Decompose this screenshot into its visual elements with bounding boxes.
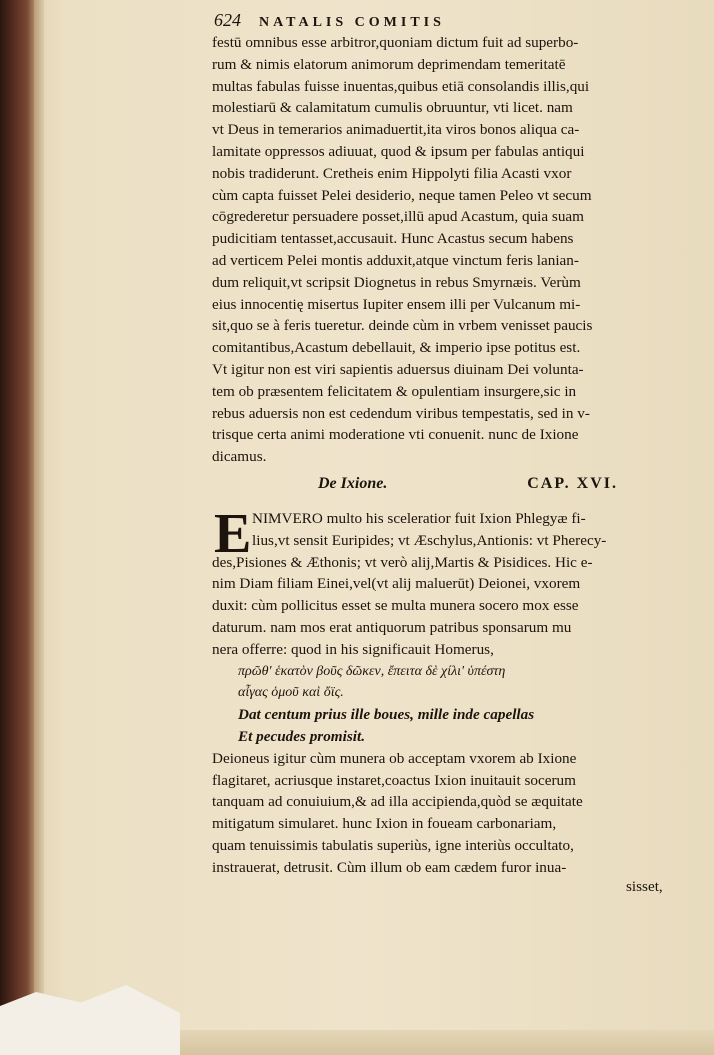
text-line: dum reliquit,vt scripsit Diognetus in rebus Smyrnæis. Verùm <box>212 273 581 291</box>
text-line: festū omnibus esse arbitror,quoniam dictum fuit ad superbo- <box>212 34 579 51</box>
chapter-number: CAP. XVI. <box>527 475 618 492</box>
text-line: duxit: cùm pollicitus esset se multa munera socero mox esse <box>212 597 579 615</box>
text-line: nera offerre: quod in his significauit Homerus, <box>212 640 494 658</box>
text-line: NIMVERO multo his sceleratior fuit Ixion Phlegyæ fi- <box>252 510 586 527</box>
page-bottom-shadow <box>180 1030 714 1055</box>
text-line: tem ob præsentem felicitatem & opulentiam insurgere,sic in <box>212 382 577 400</box>
latin-verse-line: Et pecudes promisit. <box>238 727 365 745</box>
book-binding <box>0 0 34 1055</box>
text-line: eius innocentię misertus Iupiter ensem illi per Vulcanum mi- <box>212 295 581 313</box>
text-line: ad verticem Pelei montis adduxit,atque vinctum feris lanian- <box>212 251 579 269</box>
text-line: des,Pisiones & Æthonis; vt verò alij,Martis & Pisidices. Hic e- <box>212 553 593 571</box>
text-line: Vt igitur non est viri sapientis aduersus diuinam Dei volunta- <box>212 360 584 378</box>
text-line: comitantibus,Acastum debellauit, & imperio ipse potitus est. <box>212 339 581 357</box>
chapter-title: De Ixione. <box>318 475 388 492</box>
text-line: rum & nimis elatorum animorum deprimendam temeritatē <box>212 55 566 73</box>
text-line: trisque certa animi moderatione vti conuenit. nunc de Ixione <box>212 426 579 444</box>
text-line: sit,quo se à feris tueretur. deinde cùm in vrbem venisset paucis <box>212 317 593 335</box>
text-line: instrauerat, detrusit. Cùm illum ob eam cædem furor inua- <box>212 858 567 876</box>
text-line: tanquam ad conuiuium,& ad illa accipienda,quòd se æquitate <box>212 793 583 811</box>
text-line: dicamus. <box>212 448 267 466</box>
text-line: flagitaret, acriusque instaret,coactus Ixion inuitauit socerum <box>212 771 576 789</box>
text-line: nobis tradiderunt. Cretheis enim Hippolyti filia Acasti vxor <box>212 164 572 182</box>
latin-verse-line: Dat centum prius ille boues, mille inde capellas <box>238 706 535 724</box>
text-line: vt Deus in temerarios animaduertit,ita viros bonos aliqua ca- <box>212 121 580 139</box>
chapter-text <box>212 503 672 879</box>
drop-cap-initial: E <box>214 503 252 565</box>
binding-edge <box>34 0 44 1055</box>
body-text <box>212 32 672 468</box>
text-line: cōgrederetur persuadere posset,illū apud Acastum, quia suam <box>212 208 584 226</box>
text-line: lius,vt sensit Euripides; vt Æschylus,Antionis: vt Pherecy- <box>252 531 607 549</box>
text-line: quam tenuissimis tabulatis superiùs, igne interiùs occultato, <box>212 836 574 854</box>
text-line: pudicitiam tentasset,accusauit. Hunc Acastus secum habens <box>212 230 574 248</box>
text-line: mitigatum simularet. hunc Ixion in foueam carbonariam, <box>212 815 557 833</box>
text-line: lamitate oppressos adiuuat, quod & ipsum per fabulas antiqui <box>212 142 585 160</box>
page-number: 624 <box>214 10 241 30</box>
text-line: cùm capta fuisset Pelei desiderio, neque tamen Peleo vt secum <box>212 186 592 204</box>
greek-quote-line: αἶγας ὁμοῦ καὶ ὄϊς. <box>238 685 344 701</box>
text-line: nim Diam filiam Einei,vel(vt alij maluerūt) Deionei, vxorem <box>212 575 581 593</box>
running-head: NATALIS COMITIS <box>259 15 445 30</box>
text-line: rebus aduersis non est cedendum viribus tempestatis, sed in v- <box>212 404 590 422</box>
text-line: Deioneus igitur cùm munera ob acceptam vxorem ab Ixione <box>212 749 577 767</box>
catchword: sisset, <box>626 878 663 895</box>
greek-quote-line: πρῶθ' ἑκατὸν βοῦς δῶκεν, ἔπειτα δὲ χίλι' ὑπέστη <box>238 663 506 679</box>
chapter-heading <box>318 475 618 493</box>
text-line: multas fabulas fuisse inuentas,quibus etiā consolandis illis,qui <box>212 77 590 95</box>
text-line: molestiarū & calamitatum cumulis obruuntur, vti licet. nam <box>212 99 573 117</box>
text-line: daturum. nam mos erat antiquorum patribus sponsarum mu <box>212 618 572 636</box>
